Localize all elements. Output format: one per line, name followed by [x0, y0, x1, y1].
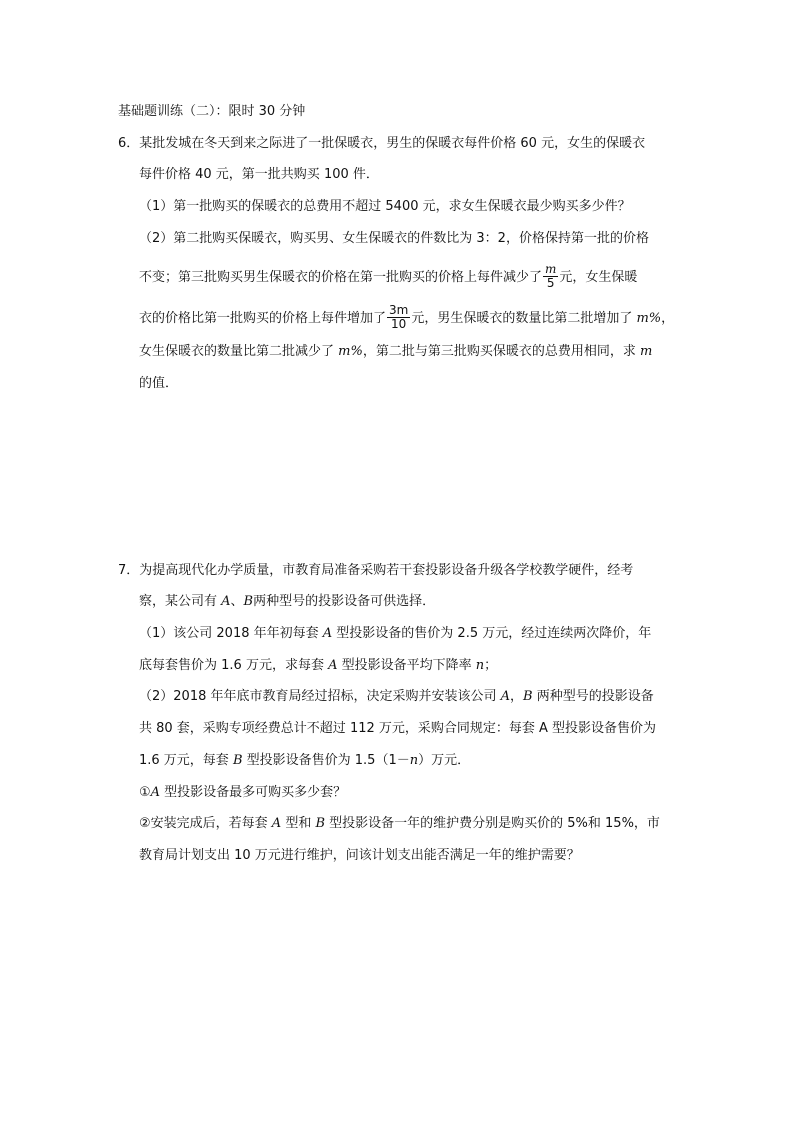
- q6-part-2-line-2: 不变；第三批购买男生保暖衣的价格在第一批购买的价格上每件减少了 $\frac{m}{5}$ 元，女生保暖: [139, 262, 638, 290]
- q6-part-2-line-5: 的值．: [139, 376, 179, 391]
- q6-part-2-line-4: 女生保暖衣的数量比第二批减少了 m%，第二批与第三批购买保暖衣的总费用相同，求 m: [139, 344, 653, 359]
- q7-part-2-line-2: 共 80 套，采购专项经费总计不超过 112 万元，采购合同规定：每套 A 型投影设备售价为: [139, 721, 657, 736]
- q6-part-2-line-3: 衣的价格比第一批购买的价格上每件增加了 $\frac{3m}{10}$ 元，男生保暖衣的数量比第二批增加了 m%，: [139, 303, 675, 331]
- q7-line-1: 7．为提高现代化办学质量，市教育局准备采购若干套投影设备升级各学校教学硬件，经考: [118, 563, 634, 578]
- q7-number: 7．: [118, 563, 140, 578]
- q7-sub-2-line-1: ②安装完成后，若每套 A 型和 B 型投影设备一年的维护费分别是购买价的 5%和 15%，市: [139, 816, 660, 831]
- fraction-3m-over-10: $\frac{3m}{10}$: [389, 303, 409, 331]
- q7-line-2: 察，某公司有 A、B两种型号的投影设备可供选择．: [139, 594, 436, 609]
- fraction-m-over-5: $\frac{m}{5}$: [545, 262, 557, 290]
- q6-number: 6．: [118, 136, 140, 151]
- q7-sub-2-line-2: 教育局计划支出 10 万元进行维护，问该计划支出能否满足一年的维护需要？: [139, 848, 580, 863]
- q7-part-1-line-1: （1）该公司 2018 年年初每套 A 型投影设备的售价为 2.5 万元，经过连续两次降价，年: [139, 626, 652, 641]
- q6-line-2: 每件价格 40 元，第一批共购买 100 件．: [139, 167, 379, 182]
- section-title: 基础题训练（二）：限时 30 分钟: [118, 104, 306, 119]
- q7-part-2-line-1: （2）2018 年年底市教育局经过招标，决定采购并安装该公司 A，B 两种型号的投影设备: [139, 689, 654, 704]
- q7-part-1-line-2: 底每套售价为 1.6 万元，求每套 A 型投影设备平均下降率 n；: [139, 658, 498, 673]
- q7-part-2-line-3: 1.6 万元，每套 B 型投影设备售价为 1.5（1－n）万元．: [139, 753, 471, 768]
- q6-part-1: （1）第一批购买的保暖衣的总费用不超过 5400 元，求女生保暖衣最少购买多少件？: [139, 199, 631, 214]
- q6-line-1: 6．某批发城在冬天到来之际进了一批保暖衣，男生的保暖衣每件价格 60 元，女生的保暖衣: [118, 136, 646, 151]
- q6-part-2-line-1: （2）第二批购买保暖衣，购买男、女生保暖衣的件数比为 3：2，价格保持第一批的价格: [139, 231, 649, 246]
- q7-sub-1: ①A 型投影设备最多可购买多少套？: [139, 785, 347, 800]
